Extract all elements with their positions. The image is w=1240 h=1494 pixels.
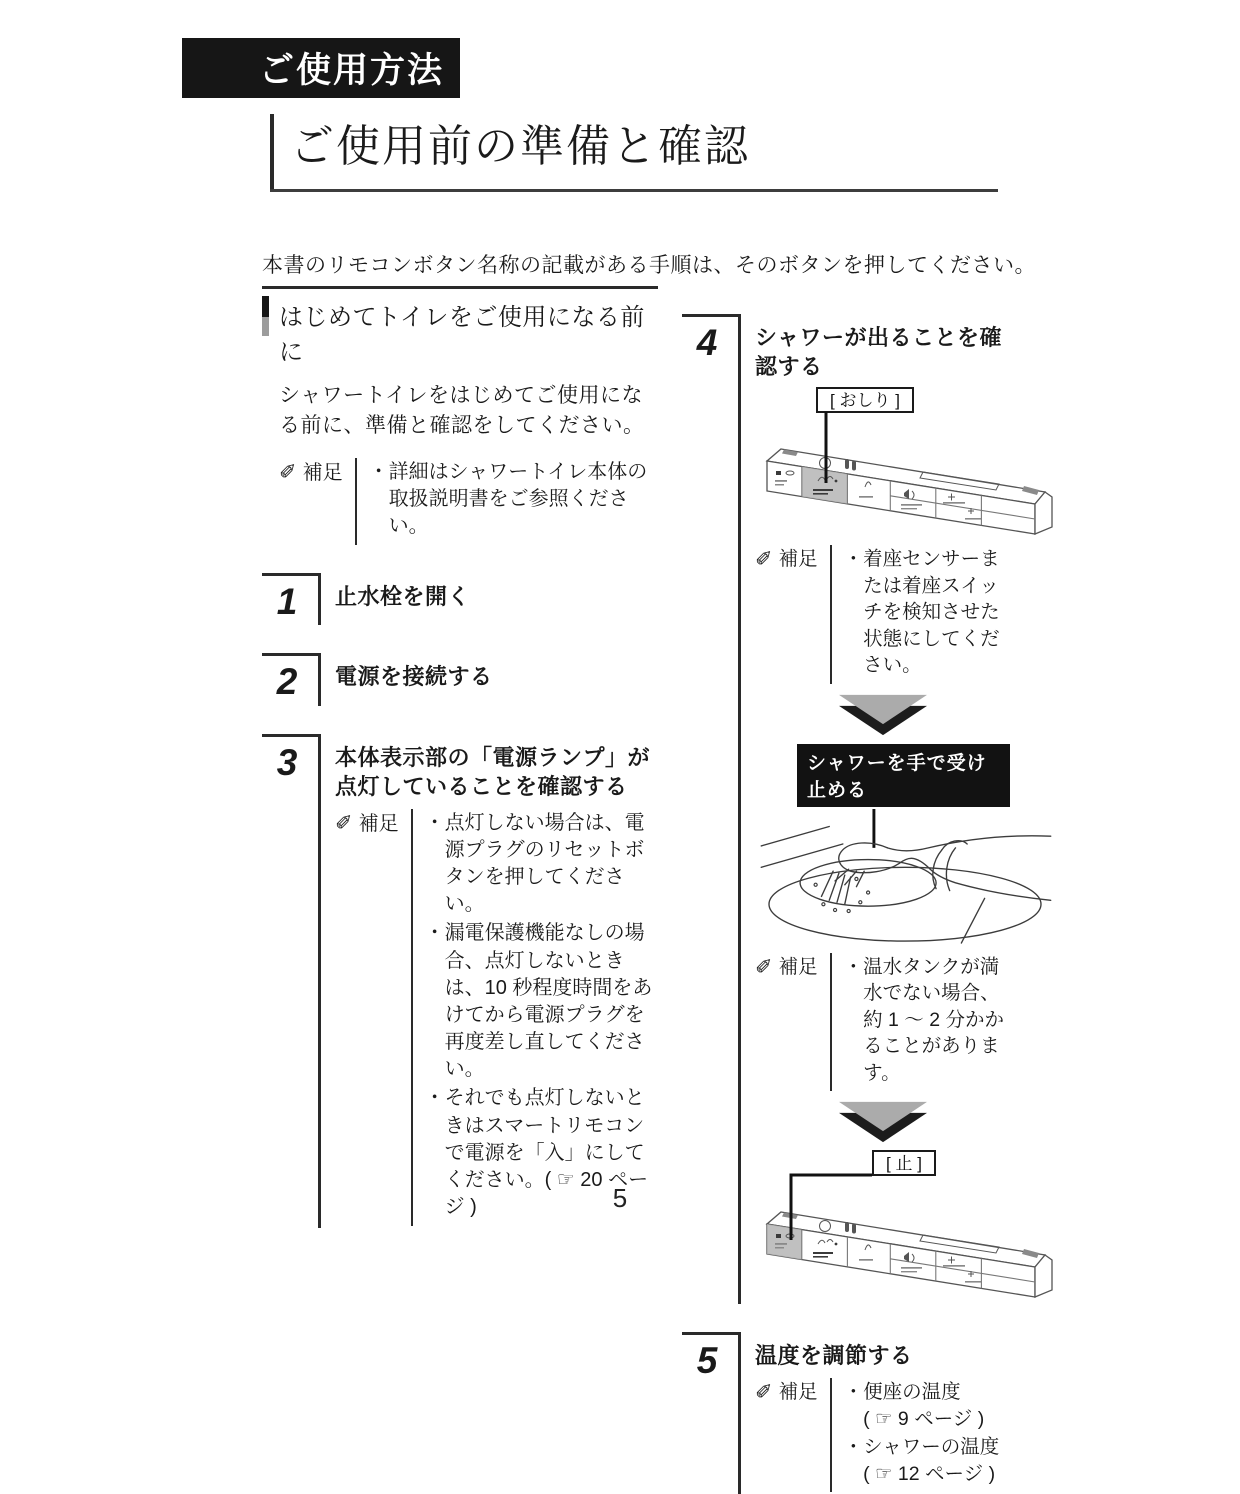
- note-label: 補足: [778, 955, 818, 978]
- note-list: [411, 809, 658, 1227]
- note-block-step5: [755, 1378, 1010, 1492]
- pencil-icon: ✐: [755, 548, 773, 572]
- toilet-bowl-outer: [769, 867, 1041, 941]
- action-banner: シャワーを手で受け止める: [797, 744, 1010, 807]
- page-number: 5: [612, 1183, 628, 1213]
- remote-figure-stop: [755, 1150, 1010, 1300]
- note-item: ・漏電保護機能なしの場合、点灯しないときは、10 秒程度時間をあけてから電源プラグを再度差し直してください。: [424, 922, 653, 1081]
- note-item: ・着座センサーまたは着座スイッチを検知させた状態にしてください。: [843, 548, 1000, 677]
- step-1-body: [321, 573, 658, 625]
- step-4-number: 4: [682, 314, 741, 1304]
- left-column: [262, 286, 658, 1494]
- note-head: [335, 809, 411, 1227]
- step-2-body: [321, 653, 658, 705]
- step-5-number: 5: [682, 1332, 741, 1494]
- note-block-step4-2: [755, 953, 1010, 1092]
- remote-control-drawing-stop: [755, 1150, 1055, 1300]
- page-title: ご使用前の準備と確認: [270, 114, 998, 189]
- step-3-number: 3: [262, 734, 321, 1229]
- section-lead: シャワートイレをはじめてご使用になる前に、準備と確認をしてください。: [279, 384, 645, 438]
- section-header: [262, 286, 658, 371]
- note-item: ・シャワーの温度 ( ☞ 12 ページ ): [843, 1436, 1000, 1485]
- remote-control-drawing-oshiri: [755, 387, 1055, 537]
- note-block-step4-1: [755, 545, 1010, 684]
- note-item: ・便座の温度 ( ☞ 9 ページ ): [843, 1381, 985, 1430]
- page-title-block: [270, 114, 998, 192]
- note-item: ・詳細はシャワートイレ本体の取扱説明書をご参照ください。: [368, 460, 648, 538]
- toilet-bowl-inner: [800, 859, 936, 906]
- pencil-icon: ✐: [335, 811, 353, 835]
- kicker-label: ご使用方法: [258, 51, 444, 90]
- step-2-title: 電源を接続する: [335, 664, 493, 690]
- content-columns: [262, 286, 1010, 1494]
- step-5-title: 温度を調節する: [755, 1343, 913, 1369]
- pencil-icon: ✐: [755, 955, 773, 979]
- right-column: [682, 286, 1010, 1494]
- note-head: [279, 458, 355, 546]
- note-label: 補足: [302, 461, 343, 484]
- step-2-number: 2: [262, 653, 321, 705]
- note-list: [355, 458, 658, 546]
- pencil-icon: ✐: [279, 460, 297, 484]
- step-1-title: 止水栓を開く: [335, 584, 471, 610]
- note-item: ・点灯しない場合は、電源プラグのリセットボタンを押してください。: [424, 811, 645, 916]
- note-list: [830, 953, 1010, 1092]
- note-block-intro: [279, 458, 658, 546]
- note-item: ・温水タンクが満水でない場合、約 1 ～ 2 分かかることがあります。: [843, 955, 1004, 1084]
- note-list: [830, 1378, 1010, 1492]
- toilet-rim-lines: [761, 826, 843, 867]
- shower-hand-illustration: [755, 809, 1055, 945]
- remote-figure-oshiri: [755, 387, 1010, 537]
- section-header-label: はじめてトイレをご使用になる前に: [279, 304, 645, 366]
- step-4-body: [741, 314, 1010, 1304]
- section-kicker: [182, 38, 460, 98]
- step-5-body: [741, 1332, 1010, 1494]
- down-arrow: [835, 693, 931, 737]
- note-item: ・それでも点灯しないときはスマートリモコンで電源を「入」にしてください。( ☞ 20 ページ ): [424, 1087, 649, 1219]
- callout-oshiri-label: [ おしり ]: [830, 391, 900, 411]
- step-3-title: 本体表示部の「電源ランプ」が点灯していることを確認する: [335, 744, 651, 799]
- note-label: 補足: [778, 548, 818, 571]
- step-5: [682, 1332, 1010, 1494]
- note-head: [755, 545, 830, 684]
- callout-stop-label: [ 止 ]: [886, 1154, 922, 1174]
- step-4: [682, 314, 1010, 1304]
- step-3: [262, 734, 658, 1229]
- note-label: 補足: [358, 812, 399, 835]
- note-head: [755, 953, 830, 1092]
- note-head: [755, 1378, 830, 1492]
- down-arrow: [835, 1100, 931, 1144]
- step-1: [262, 573, 658, 625]
- stop-button-highlight: [767, 1224, 802, 1260]
- step-3-body: [321, 734, 658, 1229]
- pencil-icon: ✐: [755, 1381, 773, 1405]
- step-2: [262, 653, 658, 705]
- step-4-title: シャワーが出ることを確認する: [755, 325, 1003, 380]
- note-block-step3: [335, 809, 658, 1227]
- intro-text: 本書のリモコンボタン名称の記載がある手順は、そのボタンを押してください。: [262, 254, 1036, 277]
- note-label: 補足: [778, 1381, 818, 1404]
- step-1-number: 1: [262, 573, 321, 625]
- note-list: [830, 545, 1010, 684]
